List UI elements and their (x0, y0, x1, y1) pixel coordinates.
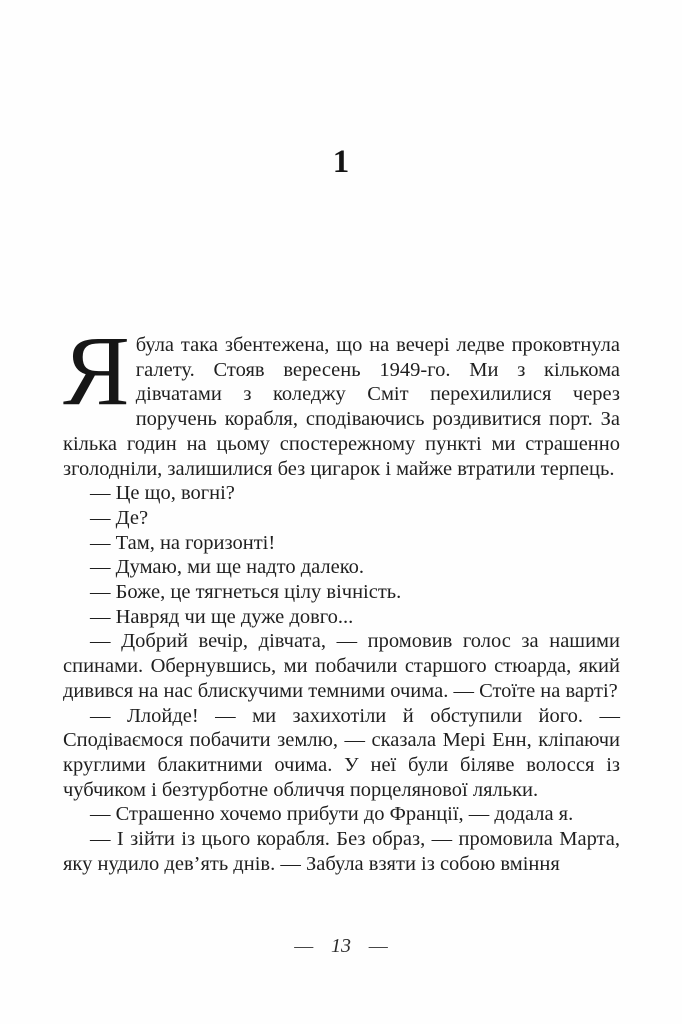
page-number: 13 (331, 935, 351, 957)
dialogue-paragraph: — Думаю, ми ще надто далеко. (90, 556, 365, 579)
chapter-number: 1 (332, 144, 350, 180)
footer-right-dash: — (368, 937, 388, 956)
dialogue-paragraph: — Це що, вогні? (90, 482, 235, 505)
chapter-heading (0, 145, 682, 179)
dialogue-paragraph: — Там, на горизонті! (90, 531, 276, 554)
page-footer (0, 934, 682, 959)
dialogue-paragraph: — Боже, це тягнеться цілу вічність. (90, 581, 402, 604)
opening-paragraph: Ябула така збентежена, що на вечері ледве проковтнула галету. Стояв вересень 1949-го. Ми з кількома дівчатами з коледжу Сміт перехилилися через поручень корабля, сподіваючись роздивитися порт. За кілька годин на цьому спостережному пункті ми страшенно зголодніли, залишилися без цигарок і майже втратили терпець. (63, 315, 620, 480)
drop-cap: Я (63, 315, 128, 426)
text-block (63, 315, 620, 876)
dialogue-paragraph: — Навряд чи ще дуже довго... (90, 605, 354, 628)
dialogue-paragraph: — І зійти із цього корабля. Без образ, — промовила Марта, яку нудило дев’ять днів. — Забула взяти із собою вміння (63, 828, 620, 875)
dialogue-paragraph: — Страшенно хочемо прибути до Франції, — додала я. (90, 803, 574, 826)
dialogue-paragraph: — Добрий вечір, дівчата, — промовив голос за нашими спинами. Обернувшись, ми побачили старшого стюарда, який дивився на нас блискучими темними очима. — Стоїте на варті? (63, 630, 620, 702)
dialogue-paragraph: — Де? (90, 506, 149, 529)
dialogue-paragraph: — Ллойде! — ми захихотіли й обступили його. — Сподіваємося побачити землю, — сказала Мері Енн, кліпаючи круглими блакитними очима. У неї були біляве волосся із чубчиком і безтурботне обличчя порцелянової ляльки. (63, 704, 620, 801)
footer-left-dash: — (294, 937, 314, 956)
